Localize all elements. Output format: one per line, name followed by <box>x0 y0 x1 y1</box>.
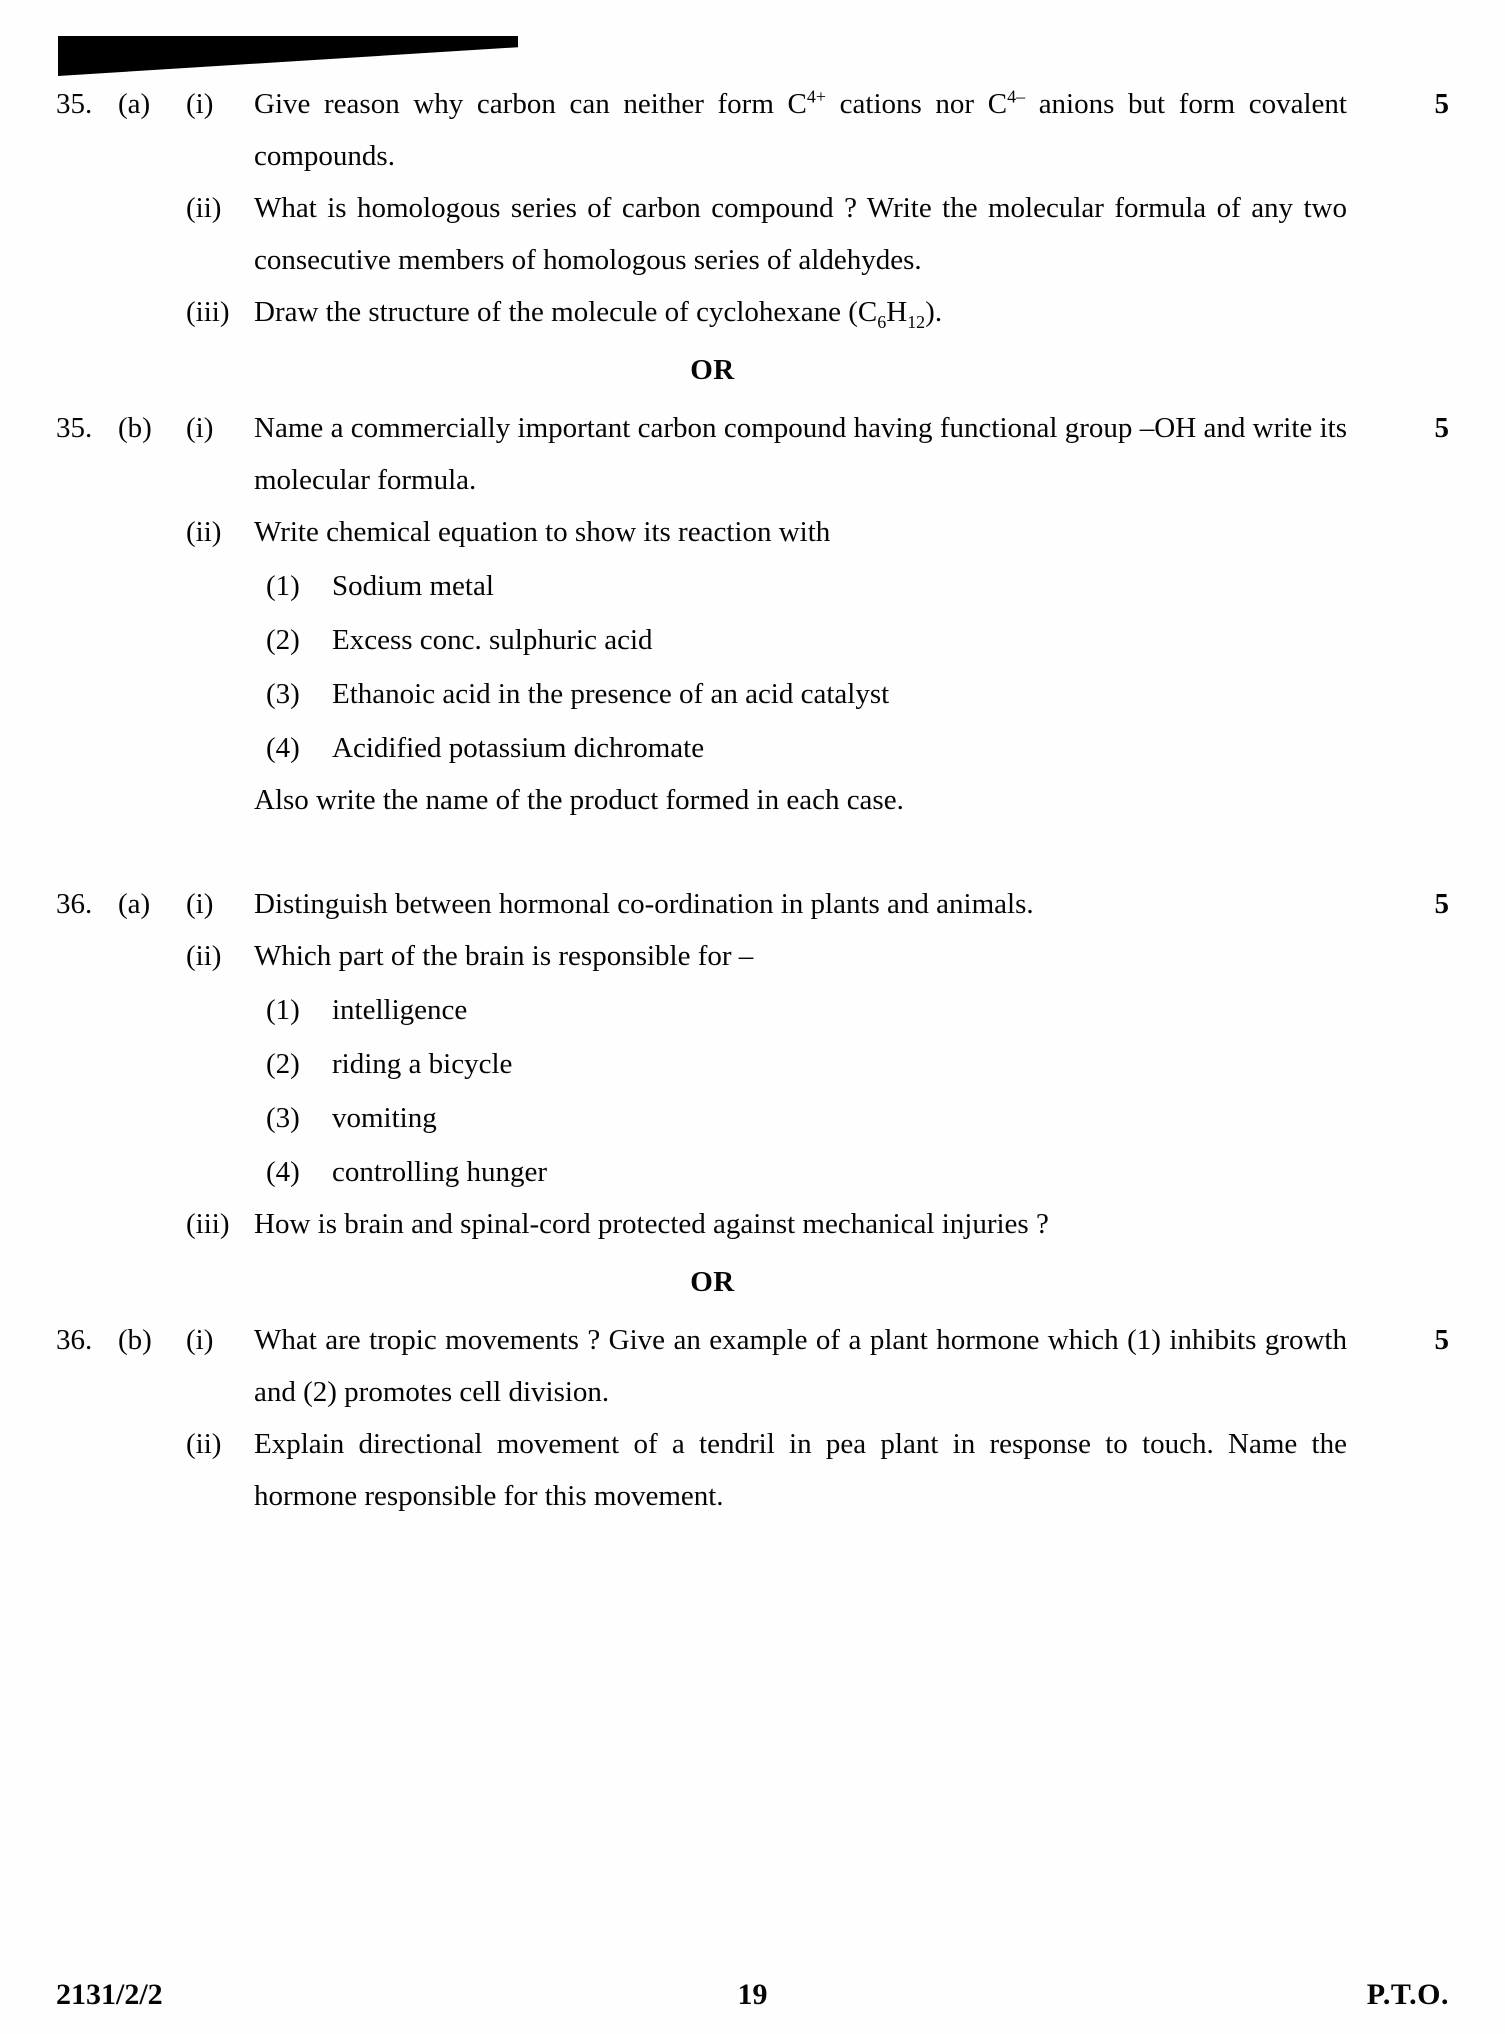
marks-value: 5 <box>1434 412 1449 444</box>
subitem-label: (2) <box>266 1048 300 1080</box>
subscript-carbon-count: 6 <box>877 311 887 332</box>
subitem-label: (3) <box>266 678 300 710</box>
or-separator-36: OR <box>690 1266 735 1298</box>
part-roman: (ii) <box>186 516 222 548</box>
question-alpha: (b) <box>118 412 152 444</box>
part-text: How is brain and spinal-cord protected against mechanical injuries ? <box>254 1208 1049 1240</box>
paper-code: 2131/2/2 <box>56 1978 163 2011</box>
part-text-post: ). <box>925 296 943 328</box>
part-text-pre: Give reason why carbon can neither form C <box>254 88 807 120</box>
marks-value: 5 <box>1434 888 1449 920</box>
subitem-label: (4) <box>266 732 300 764</box>
subitem-label: (1) <box>266 570 300 602</box>
subitem-text: riding a bicycle <box>332 1048 513 1080</box>
part-text: Explain directional movement of a tendril in pea plant in response to touch. Name the hormone responsible for this movement. <box>254 1428 1347 1512</box>
subitem-row <box>254 722 1347 774</box>
subitem-row <box>254 984 1347 1036</box>
question-36b-part-i <box>0 1314 1505 1418</box>
part-text <box>254 78 1357 182</box>
superscript-charge-anion: 4– <box>1007 86 1026 107</box>
question-alpha: (a) <box>118 88 151 120</box>
question-number: 36. <box>56 888 93 920</box>
part-roman: (i) <box>186 412 214 444</box>
marks-value: 5 <box>1434 88 1449 120</box>
or-separator-35: OR <box>690 354 735 386</box>
question-number: 35. <box>56 88 93 120</box>
question-35b-part-ii <box>0 506 1505 826</box>
subscript-hydrogen-count: 12 <box>907 311 926 332</box>
part-roman: (ii) <box>186 940 222 972</box>
superscript-charge-cation: 4+ <box>806 86 826 107</box>
question-36b-part-ii <box>0 1418 1505 1522</box>
subitem-label: (1) <box>266 994 300 1026</box>
subitem-row <box>254 668 1347 720</box>
part-roman: (ii) <box>186 192 222 224</box>
part-text: What are tropic movements ? Give an example of a plant hormone which (1) inhibits growth and (2) promotes cell division. <box>254 1324 1347 1408</box>
subitem-text: Sodium metal <box>332 570 494 602</box>
subitem-label: (4) <box>266 1156 300 1188</box>
subitem-row <box>254 1146 1347 1198</box>
part-text <box>254 930 1357 1198</box>
part-roman: (i) <box>186 888 214 920</box>
part-text-mid: cations nor C <box>826 88 1008 120</box>
part-roman: (iii) <box>186 1208 230 1240</box>
part-roman: (i) <box>186 1324 214 1356</box>
pto-label: P.T.O. <box>1366 1978 1449 2011</box>
question-alpha: (a) <box>118 888 151 920</box>
marks-value: 5 <box>1434 1324 1449 1356</box>
question-number: 35. <box>56 412 93 444</box>
part-text-mid: H <box>886 296 908 328</box>
part-text-pre: Draw the structure of the molecule of cyclohexane (C <box>254 296 878 328</box>
part-lead-text: Which part of the brain is responsible for – <box>254 940 754 972</box>
subitem-text: vomiting <box>332 1102 437 1134</box>
page-footer <box>0 1978 1505 2012</box>
part-text-post: anions but form covalent compounds. <box>254 88 1347 172</box>
subitem-row <box>254 1038 1347 1090</box>
part-text <box>254 286 1357 338</box>
question-36a-part-iii <box>0 1198 1505 1250</box>
question-35a-part-iii <box>0 286 1505 338</box>
subitem-text: controlling hunger <box>332 1156 548 1188</box>
subitem-text: Acidified potassium dichromate <box>332 732 705 764</box>
question-36a-part-ii <box>0 930 1505 1198</box>
part-roman: (iii) <box>186 296 230 328</box>
question-35a-part-ii <box>0 182 1505 286</box>
subitem-text: intelligence <box>332 994 468 1026</box>
page-number: 19 <box>737 1978 768 2011</box>
part-text <box>254 506 1357 826</box>
part-closing-text: Also write the name of the product formed in each case. <box>254 784 904 816</box>
subitem-row <box>254 1092 1347 1144</box>
part-roman: (i) <box>186 88 214 120</box>
question-number: 36. <box>56 1324 93 1356</box>
part-text: What is homologous series of carbon compound ? Write the molecular formula of any two consecutive members of homologous series of aldehydes. <box>254 192 1347 276</box>
subitem-label: (2) <box>266 624 300 656</box>
subitem-text: Excess conc. sulphuric acid <box>332 624 653 656</box>
question-35a-part-i <box>0 78 1505 182</box>
question-35b-part-i <box>0 402 1505 506</box>
part-text: Name a commercially important carbon compound having functional group –OH and write its molecular formula. <box>254 412 1347 496</box>
question-alpha: (b) <box>118 1324 152 1356</box>
question-36a-part-i <box>0 878 1505 930</box>
part-roman: (ii) <box>186 1428 222 1460</box>
subitem-row <box>254 560 1347 612</box>
subitem-text: Ethanoic acid in the presence of an acid catalyst <box>332 678 890 710</box>
part-lead-text: Write chemical equation to show its reaction with <box>254 516 831 548</box>
subitem-row <box>254 614 1347 666</box>
subitem-label: (3) <box>266 1102 300 1134</box>
part-text: Distinguish between hormonal co-ordination in plants and animals. <box>254 888 1034 920</box>
